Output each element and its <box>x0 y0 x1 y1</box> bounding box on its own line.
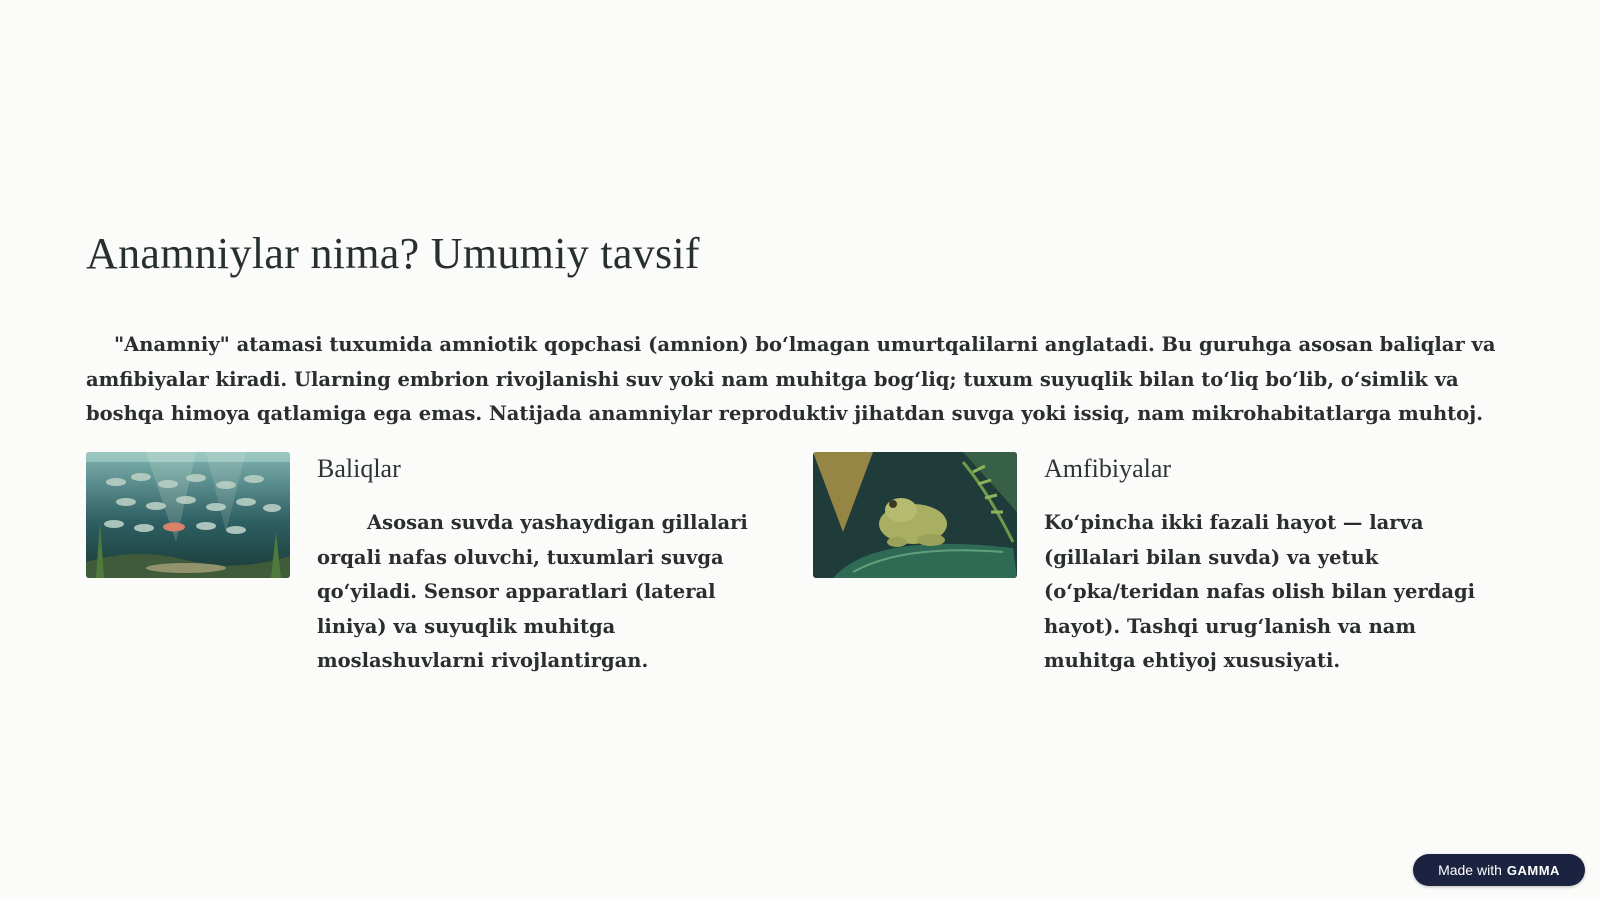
frog-on-leaf-image <box>813 452 1017 578</box>
fish-school-image <box>86 452 290 578</box>
card-title-baliqlar: Baliqlar <box>317 454 401 483</box>
gamma-logo: GAMMA <box>1506 862 1560 878</box>
badge-prefix: Made with <box>1438 862 1502 878</box>
slide-title: Anamniylar nima? Umumiy tavsif <box>86 229 700 278</box>
card-body-baliqlar: Asosan suvda yashaydigan gillalari orqali nafas oluvchi, tuxumlari suvga qo‘yiladi. Sensor apparatlari (lateral liniya) va suyuqlik muhitga moslashuvlarni rivojlantirgan. <box>317 511 748 672</box>
made-with-gamma-badge[interactable] <box>1413 854 1585 886</box>
intro-paragraph: "Anamniy" atamasi tuxumida amniotik qopchasi (amnion) bo‘lmagan umurtqalilarni anglatadi. Bu guruhga asosan baliqlar va amfibiyalar kiradi. Ularning embrion rivojlanishi suv yoki nam muhitga bog‘liq; tuxum suyuqlik bilan to‘liq bo‘lib, o‘simlik va boshqa himoya qatlamiga ega emas. Natijada anamniylar reproduktiv jihatdan suvga yoki issiq, nam mikrohabitatlarga muhtoj. <box>86 333 1496 425</box>
card-body-amfibiyalar: Ko‘pincha ikki fazali hayot — larva (gillalari bilan suvda) va yetuk (o‘pka/teridan nafas olish bilan yerdagi hayot). Tashqi urug‘lanish va nam muhitga ehtiyoj xususiyati. <box>1044 511 1475 672</box>
card-title-amfibiyalar: Amfibiyalar <box>1044 454 1172 483</box>
